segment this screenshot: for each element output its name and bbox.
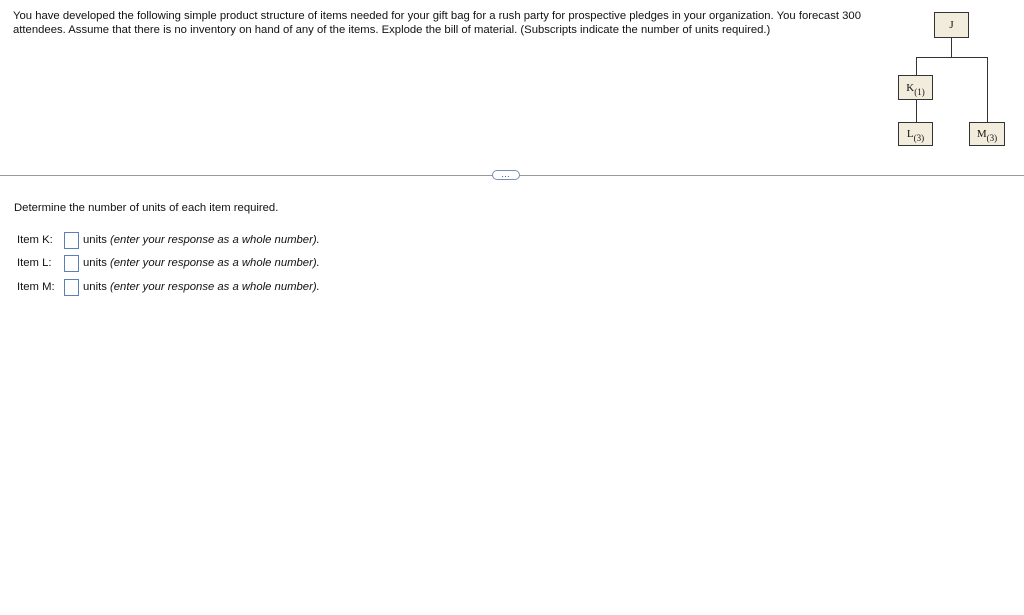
- connector-horizontal: [916, 57, 988, 58]
- item-l-unit-text: units: [83, 257, 107, 269]
- item-m-unit-text: units: [83, 281, 107, 293]
- node-m: [969, 122, 1005, 146]
- expand-more-button[interactable]: …: [492, 170, 520, 180]
- node-l-label: L: [906, 128, 914, 140]
- node-j: [934, 12, 969, 38]
- item-m-input[interactable]: [64, 279, 79, 296]
- connector-j-down: [951, 38, 952, 57]
- node-k-label: K: [906, 81, 915, 94]
- answer-row-m: [17, 277, 320, 297]
- prompt-text: Determine the number of units of each item required.: [14, 202, 279, 214]
- item-k-label: Item K:: [17, 234, 53, 246]
- node-k-qty: (1): [914, 86, 925, 97]
- node-l-qty: (3): [913, 133, 925, 143]
- connector-k-up: [916, 57, 917, 75]
- item-l-unit: [83, 257, 320, 269]
- item-k-unit-text: units: [83, 234, 107, 246]
- item-m-unit: [83, 281, 320, 293]
- item-k-input[interactable]: [64, 232, 79, 249]
- node-k: [898, 75, 933, 100]
- answer-row-k: [17, 230, 320, 250]
- answer-row-l: [17, 253, 320, 273]
- item-l-hint: (enter your response as a whole number).: [110, 257, 320, 269]
- item-k-hint: (enter your response as a whole number).: [110, 234, 320, 246]
- item-l-label: Item L:: [17, 257, 52, 269]
- item-m-label: Item M:: [17, 281, 55, 293]
- item-k-unit: [83, 234, 320, 246]
- connector-m-up: [987, 57, 988, 122]
- node-m-label: M: [976, 128, 987, 140]
- item-l-input[interactable]: [64, 255, 79, 272]
- node-l: [898, 122, 933, 146]
- item-m-hint: (enter your response as a whole number).: [110, 281, 320, 293]
- node-j-label: J: [949, 19, 954, 31]
- connector-k-l: [916, 100, 917, 122]
- question-text: You have developed the following simple product structure of items needed for your gift bag for a rush party for prospective pledges in your organization. You forecast 300 attendees. Assume that there is no inventory on hand of any of the items. Explode the bill of material. (Subscripts indicate the number of units required.): [13, 10, 861, 36]
- node-m-qty: (3): [986, 133, 998, 143]
